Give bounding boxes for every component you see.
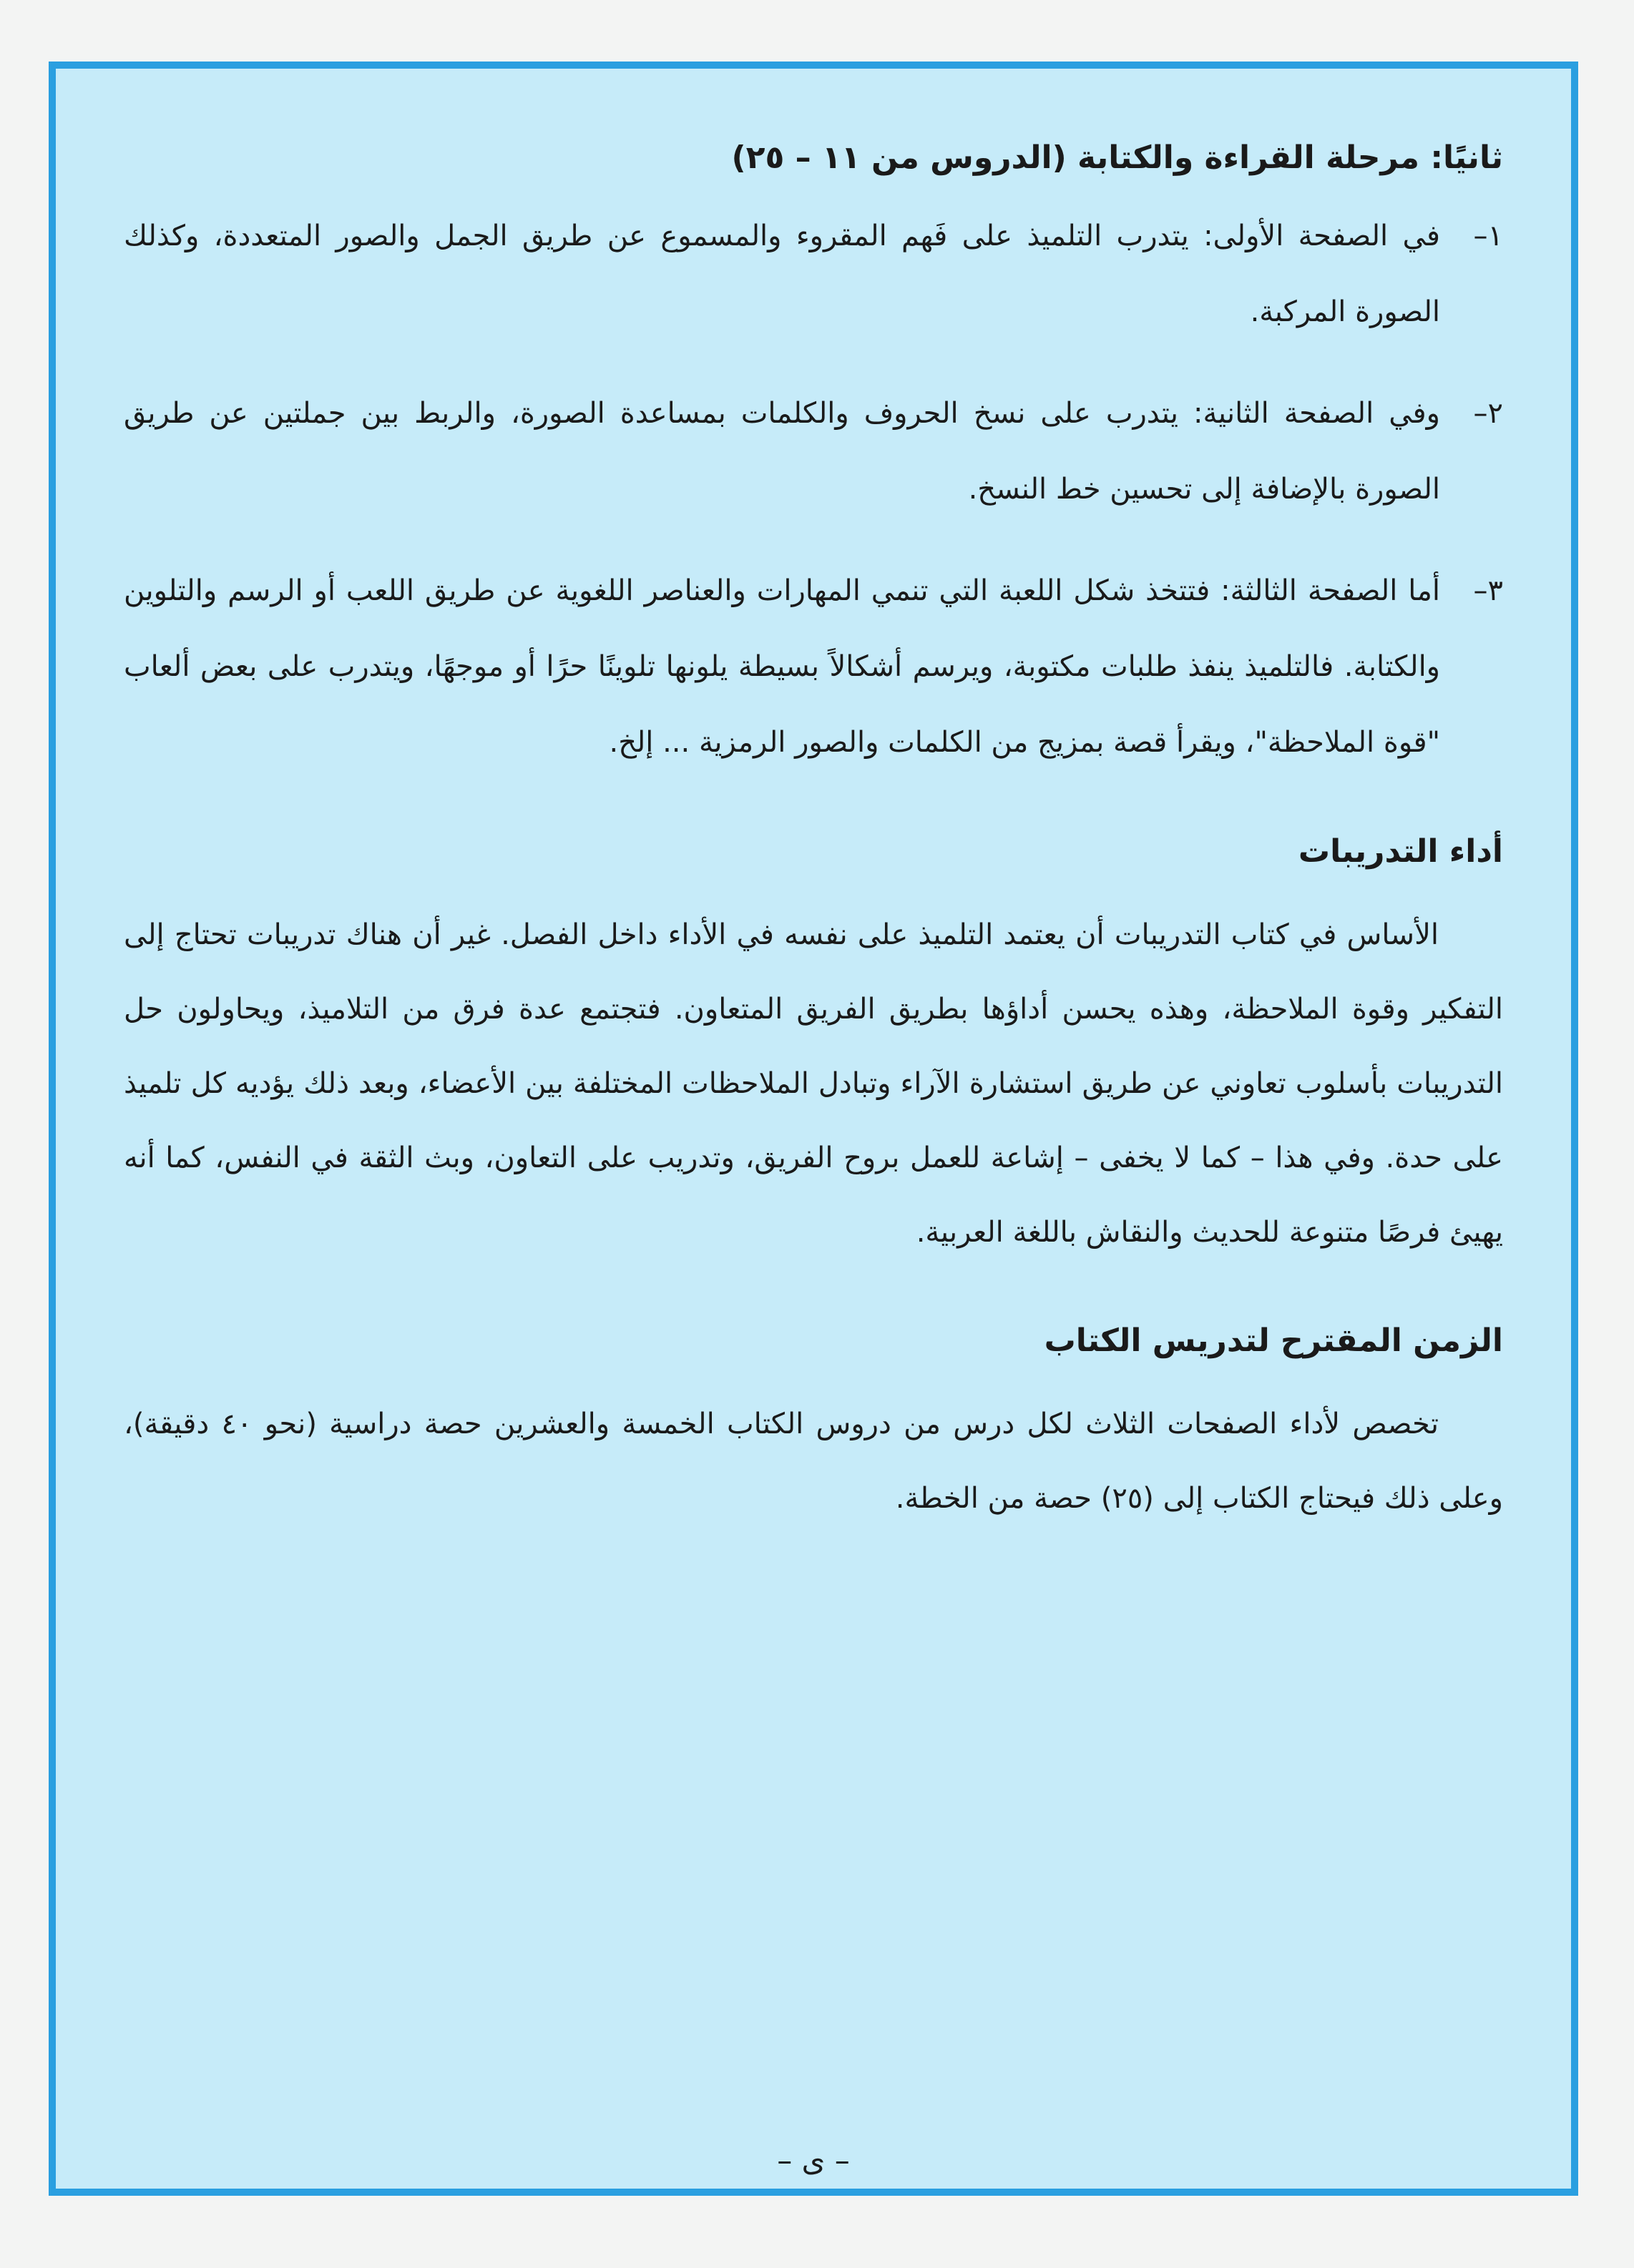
list-item [124,198,1503,350]
page-content [124,137,1503,1536]
list-item [124,553,1503,780]
page-number: – ى – [777,2143,850,2178]
section-heading-reading-writing-stage: ثانيًا: مرحلة القراءة والكتابة (الدروس من ١١ – ٢٥) [731,139,1503,176]
page-frame [49,62,1578,2196]
list-item [124,375,1503,527]
item-number: ٢– [1473,397,1503,430]
item-number: ٣– [1473,574,1503,607]
stage-pages-list [124,198,1503,780]
item-number: ١– [1473,220,1503,252]
item-text: أما الصفحة الثالثة: فتتخذ شكل اللعبة التي تنمي المهارات والعناصر اللغوية عن طريق اللعب أو الرسم والتلوين والكتابة. فالتلميذ ينفذ طلبات مكتوبة، ويرسم أشكالاً بسيطة يلونها تلوينًا حرًا أو موجهًا، ويتدرب على بعض ألعاب "قوة الملاحظة"، ويقرأ قصة بمزيج من الكلمات والصور الرمزية ... إلخ. [124,574,1440,759]
item-text: وفي الصفحة الثانية: يتدرب على نسخ الحروف والكلمات بمساعدة الصورة، والربط بين جملتين عن طريق الصورة بالإضافة إلى تحسين خط النسخ. [124,397,1440,506]
section-heading-suggested-time: الزمن المقترح لتدريس الكتاب [1044,1322,1503,1359]
exercises-paragraph: الأساس في كتاب التدريبات أن يعتمد التلميذ على نفسه في الأداء داخل الفصل. غير أن هناك تدريبات تحتاج إلى التفكير وقوة الملاحظة، وهذه يحسن أداؤها بطريق الفريق المتعاون. فتجتمع عدة فرق من التلاميذ، ويحاولون حل التدريبات بأسلوب تعاوني عن طريق استشارة الآراء وتبادل الملاحظات المختلفة بين الأعضاء، وبعد ذلك يؤديه كل تلميذ على حدة. وفي هذا – كما لا يخفى – إشاعة للعمل بروح الفريق، وتدريب على التعاون، وبث الثقة في النفس، كما أنه يهيئ فرصًا متنوعة للحديث والنقاش باللغة العربية. [124,918,1503,1249]
suggested-time-paragraph: تخصص لأداء الصفحات الثلاث لكل درس من دروس الكتاب الخمسة والعشرين حصة دراسية (نحو ٤٠ دقيقة)، وعلى ذلك فيحتاج الكتاب إلى (٢٥) حصة من الخطة. [124,1408,1503,1515]
section-heading-exercises: أداء التدريبات [1298,833,1503,870]
item-text: في الصفحة الأولى: يتدرب التلميذ على فَهم المقروء والمسموع عن طريق الجمل والصور المتعددة، وكذلك الصورة المركبة. [124,220,1440,328]
